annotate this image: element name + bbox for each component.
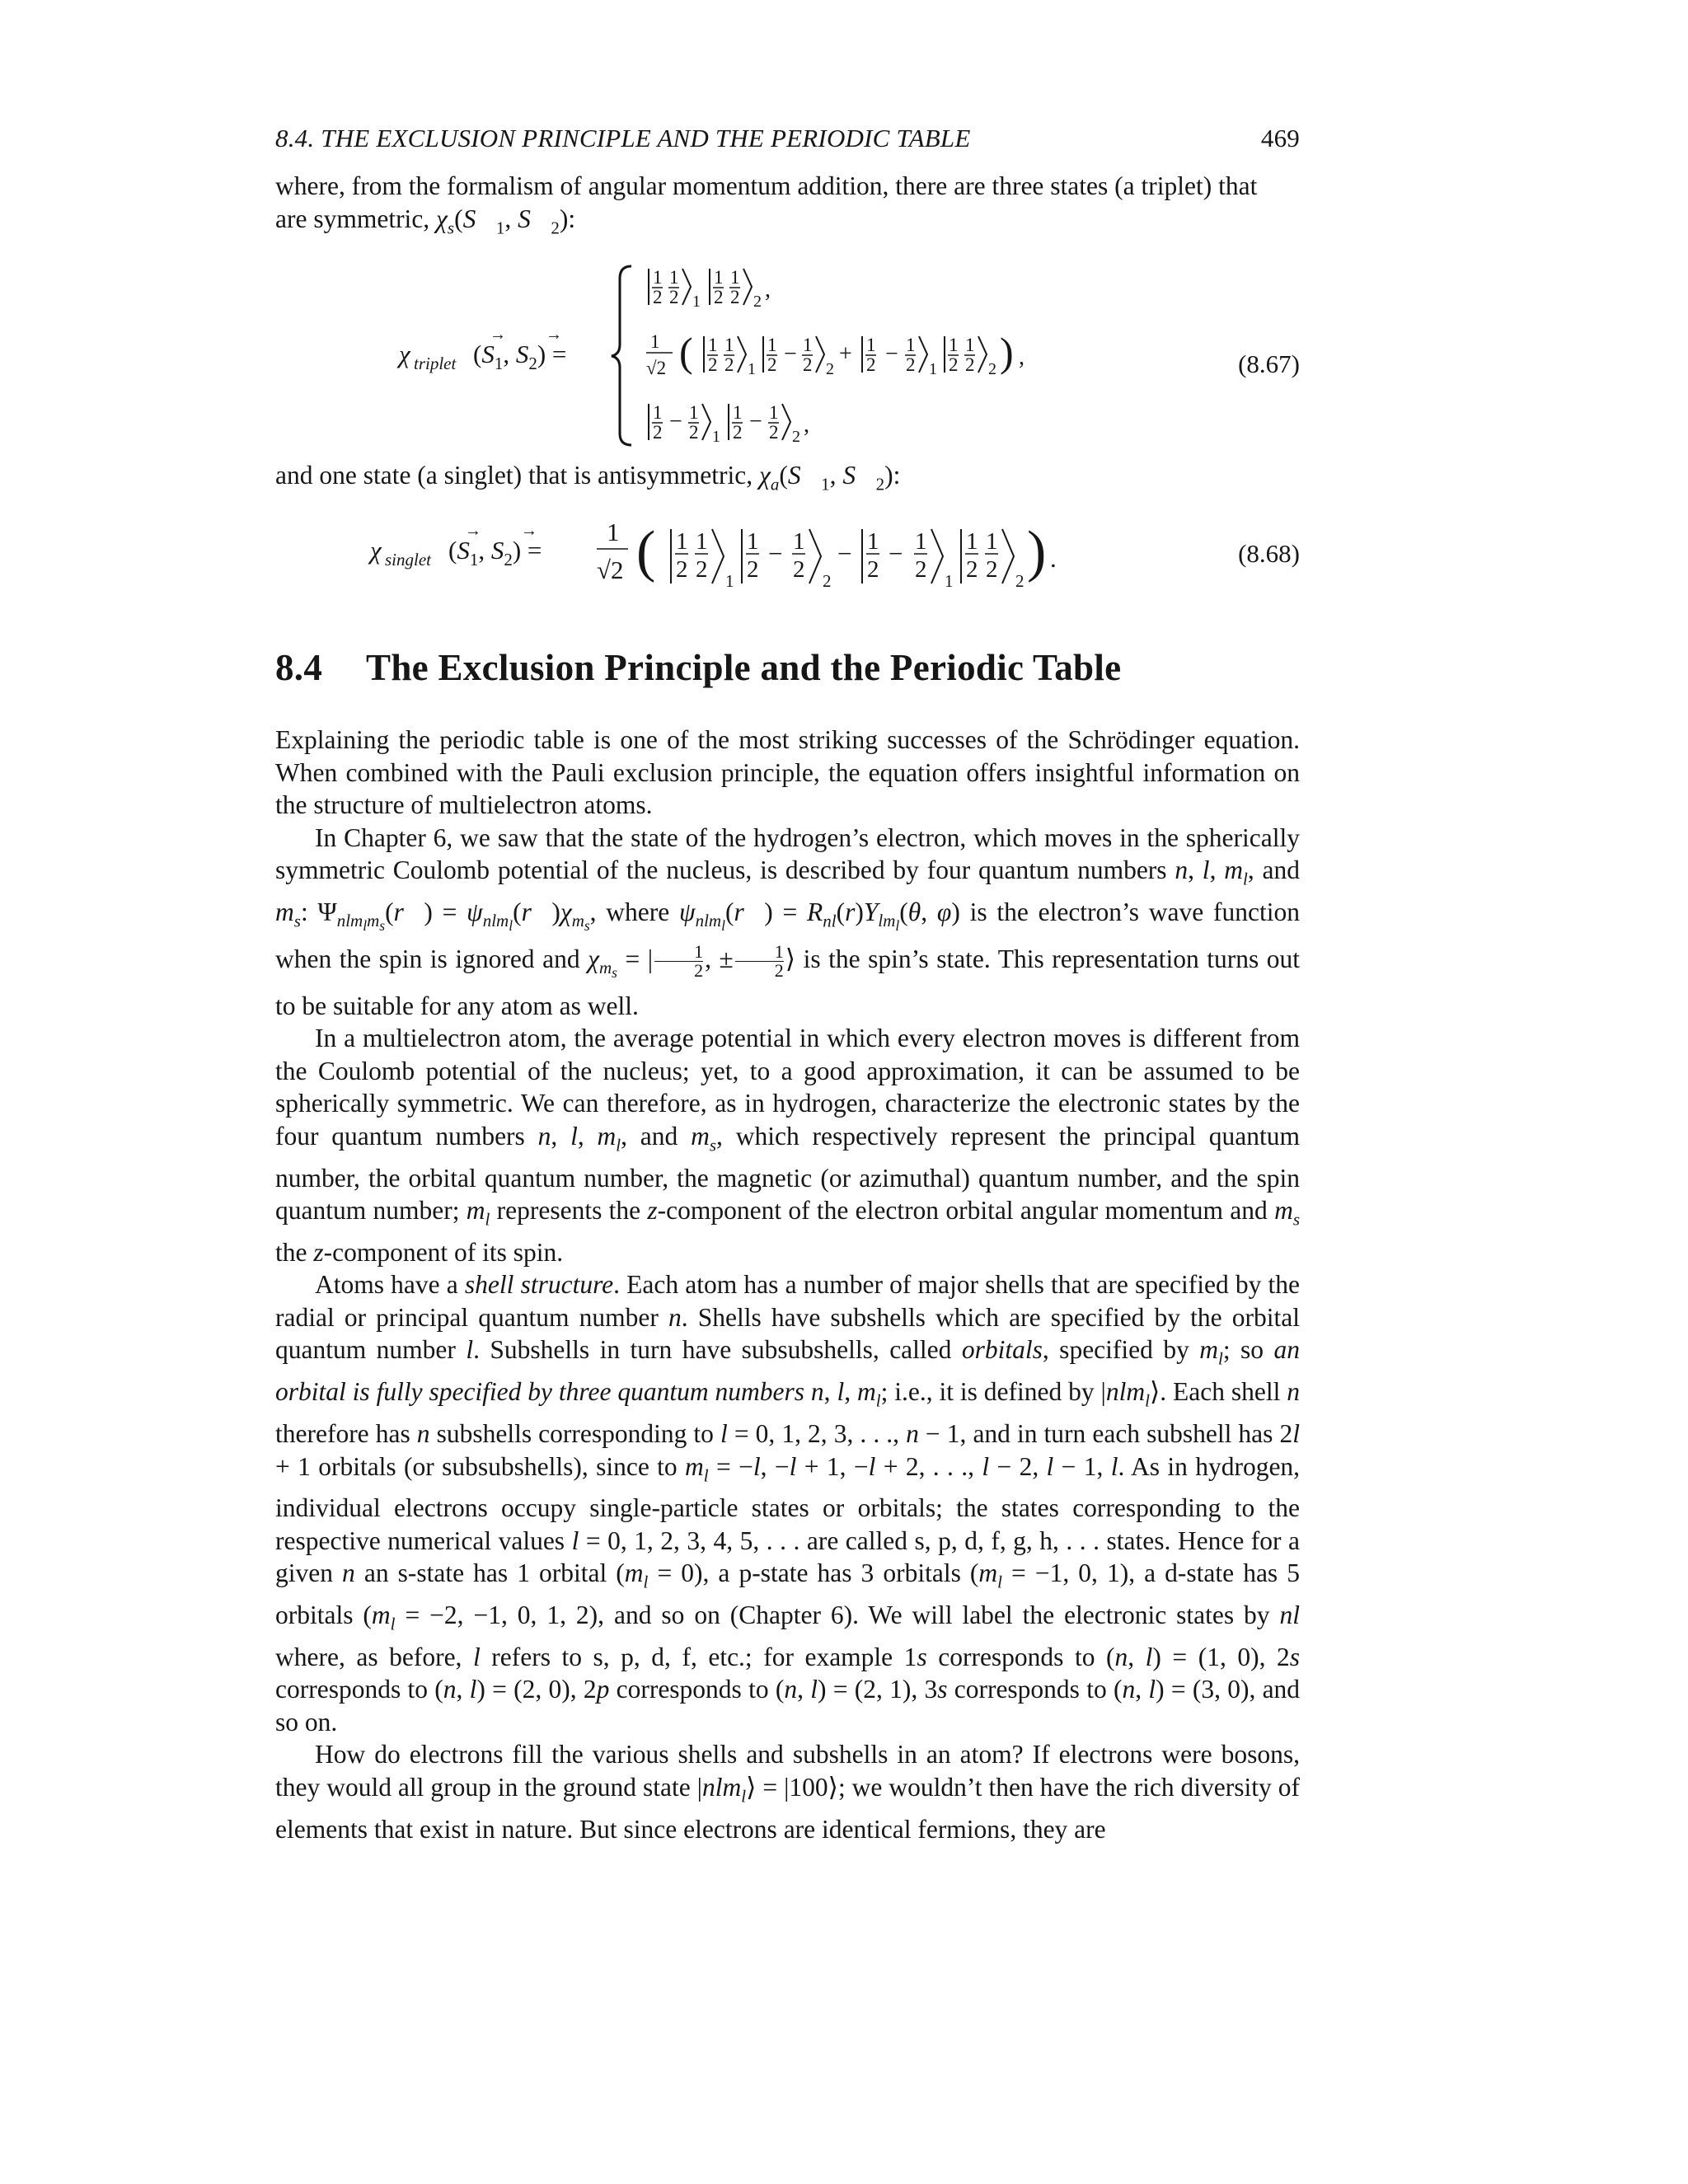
svg-text:(S1, S2) =: ($S_1$, $S_2$) = <box>473 340 567 374</box>
svg-text:1: 1 <box>748 360 756 379</box>
svg-text:1: 1 <box>676 528 688 555</box>
svg-text:2: 2 <box>753 293 762 312</box>
svg-text:2: 2 <box>793 556 805 583</box>
svg-text:1: 1 <box>712 428 720 447</box>
svg-text:−: − <box>669 409 682 435</box>
svg-text:2: 2 <box>669 287 679 308</box>
svg-text:2: 2 <box>965 354 975 376</box>
svg-text:2: 2 <box>1015 571 1025 592</box>
svg-text:2: 2 <box>730 287 740 308</box>
svg-text:→: → <box>465 522 481 541</box>
page-number: 469 <box>1260 124 1300 152</box>
paragraph-5: How do electrons fill the various shells and subshells in an atom? If electrons were bosons, they would all group in the ground state |nlm$_l$⟩ = |100⟩; we wouldn’t then have the rich diversity of elements that exist in nature. But since electrons are identical fermions, they are <box>275 1740 1300 1844</box>
running-header <box>275 124 1300 165</box>
svg-text:1: 1 <box>747 528 759 555</box>
svg-text:triplet: triplet <box>414 354 457 374</box>
svg-text:2: 2 <box>708 354 718 376</box>
svg-text:2: 2 <box>689 422 699 443</box>
svg-text:−: − <box>749 409 762 435</box>
svg-text:→: → <box>521 522 537 541</box>
svg-text:2: 2 <box>724 354 734 376</box>
svg-text:1: 1 <box>653 402 663 424</box>
intro-line-1: where, from the formalism of angular momentum addition, there are three states (a triplet) that <box>275 171 1258 200</box>
svg-text:1: 1 <box>945 571 954 592</box>
svg-text:1: 1 <box>607 518 620 547</box>
svg-text:2: 2 <box>906 354 916 376</box>
svg-text:2: 2 <box>653 287 663 308</box>
svg-text:1: 1 <box>696 528 708 555</box>
svg-text:(S1, S2) =: ($S_1$, $S_2$) = <box>448 536 542 570</box>
svg-text:1: 1 <box>653 267 663 288</box>
svg-text:(: ( <box>636 520 656 584</box>
equation-8-67 <box>275 254 1300 456</box>
svg-text:−: − <box>768 539 783 569</box>
svg-text:1: 1 <box>915 528 927 555</box>
svg-text:1: 1 <box>730 267 740 288</box>
svg-text:1: 1 <box>733 402 743 424</box>
svg-text:−: − <box>889 539 903 569</box>
section-heading <box>275 646 1300 689</box>
svg-text:2: 2 <box>866 354 876 376</box>
svg-text:,: , <box>804 412 809 438</box>
equation-8-68 <box>275 506 1300 597</box>
svg-text:+: + <box>839 341 852 368</box>
svg-text:): ) <box>1000 329 1014 376</box>
svg-text:1: 1 <box>725 571 734 592</box>
svg-text:1: 1 <box>866 335 876 356</box>
svg-text:1: 1 <box>708 335 718 356</box>
svg-text:): ) <box>1027 520 1047 584</box>
svg-text:1: 1 <box>767 335 777 356</box>
svg-text:2: 2 <box>714 287 724 308</box>
svg-text:−: − <box>784 341 797 368</box>
paragraph-3: In a multielectron atom, the average potential in which every electron moves is different from the Coulomb potential of the nucleus; yet, to a good approximation, it can be assumed to be spherically symmetric. We can therefore, as in hydrogen, characterize the electronic states by the four quantum numbers n, l, $m_l$, and $m_s$, which respectively represent the principal quantum number, the orbital quantum number, the magnetic (or azimuthal) quantum number, and the spin quantum number; $m_l$ represents the z-component of the electron orbital angular momentum and $m_s$ the z-component of its spin. <box>275 1024 1301 1267</box>
intro-line-2: are symmetric, $\chi_s(S⃗_1$, $S⃗_2$): <box>275 204 576 237</box>
equation-number-8-68: (8.68) <box>1238 539 1300 569</box>
svg-text:2: 2 <box>769 422 779 443</box>
svg-text:1: 1 <box>949 335 959 356</box>
section-number: 8.4 <box>275 647 323 689</box>
svg-text:1: 1 <box>965 335 975 356</box>
svg-text:→: → <box>546 326 562 344</box>
running-header-title: 8.4. THE EXCLUSION PRINCIPLE AND THE PERIODIC TABLE <box>275 124 971 152</box>
svg-text:2: 2 <box>803 354 813 376</box>
svg-text:2: 2 <box>949 354 959 376</box>
svg-text:2: 2 <box>986 556 998 583</box>
svg-text:√2: √2 <box>597 555 624 585</box>
svg-text:−: − <box>885 341 898 368</box>
svg-text:2: 2 <box>767 354 777 376</box>
svg-text:√2: √2 <box>646 358 667 379</box>
svg-text:1: 1 <box>692 293 701 312</box>
section-title: The Exclusion Principle and the Periodic Table <box>366 647 1122 689</box>
paragraph-1: Explaining the periodic table is one of the most striking successes of the Schrödinger equation. When combined with the Pauli exclusion principle, the equation offers insightful information on the structure of multielectron atoms. <box>275 725 1300 820</box>
svg-text:2: 2 <box>653 422 663 443</box>
svg-text:1: 1 <box>769 402 779 424</box>
svg-text:,: , <box>765 277 771 303</box>
svg-text:1: 1 <box>867 528 879 555</box>
svg-text:2: 2 <box>733 422 743 443</box>
svg-text:1: 1 <box>906 335 916 356</box>
svg-text:2: 2 <box>826 360 834 379</box>
svg-text:1: 1 <box>793 528 805 555</box>
svg-text:1: 1 <box>689 402 699 424</box>
paragraph-4: Atoms have a shell structure. Each atom has a number of major shells that are specified by the radial or principal quantum number n. Shells have subshells which are specified by the orbital quantum number l. Subshells in turn have subsubshells, called orbitals, specified by $m_l$; so an orbital is fully specified by three quantum numbers n, l, $m_l$; i.e., it is defined by |nlm$_l$⟩. Each shell n therefore has n subshells corresponding to l = 0, 1, 2, 3, . . ., n − 1, and in turn each subshell has 2l + 1 orbitals (or subsubshells), since to $m_l = -l$, −l + 1, −l + 2, . . ., l − 2, l − 1, l. As in hydrogen, individual electrons occupy single-particle states or orbitals; the states corresponding to the respective numerical values l = 0, 1, 2, 3, 4, 5, . . . are called s, p, d, f, g, h, . . . states. Hence for a given n an s-state has 1 orbital $(m_l = 0)$, a p-state has 3 orbitals ($m_l = -1$, 0, 1), a d-state has 5 orbitals ($m_l = -2$, −1, 0, 1, 2), and so on (Chapter 6). We will label the electronic states by nl where, as before, l refers to s, p, d, f, etc.; for example 1s corresponds to (n, l) = (1, 0), 2s corresponds to (n, l) = (2, 0), 2p corresponds to (n, l) = (2, 1), 3s corresponds to (n, l) = (3, 0), and so on. <box>275 1270 1301 1736</box>
svg-text:1: 1 <box>714 267 724 288</box>
svg-text:(: ( <box>679 329 693 376</box>
equation-8-68-svg <box>275 506 1300 597</box>
svg-text:2: 2 <box>988 360 996 379</box>
equation-8-67-svg <box>275 254 1300 456</box>
svg-text:1: 1 <box>669 267 679 288</box>
svg-text:2: 2 <box>696 556 708 583</box>
svg-text:−: − <box>837 539 852 569</box>
svg-text:singlet: singlet <box>385 550 431 570</box>
svg-text:1: 1 <box>724 335 734 356</box>
svg-text:χ: χ <box>399 340 410 369</box>
svg-text:2: 2 <box>747 556 759 583</box>
svg-text:2: 2 <box>823 571 832 592</box>
svg-text:2: 2 <box>867 556 879 583</box>
svg-text:2: 2 <box>915 556 927 583</box>
svg-text:1: 1 <box>803 335 813 356</box>
svg-text:1: 1 <box>650 331 660 353</box>
svg-text:→: → <box>490 326 506 344</box>
paragraph-2: In Chapter 6, we saw that the state of the hydrogen’s electron, which moves in the spherically symmetric Coulomb potential of the nucleus, is described by four quantum numbers n, l, $m_l$, and $m_s$: $\Psi_{nlm_lm_s}(r⃗)$ = $\psi_{nlm_l}(r⃗)\chi_{m_s}$, where $\psi_{nlm_l}(r⃗) = R_{nl}(r)Y_{lm_l}(\theta$, φ) is the electron’s wave function when the spin is ignored and $\chi_{m_s}$ = | $\frac{1}{2}$ , ± $\frac{1}{2}$ ⟩ is the spin’s state. This representation turns out to be suitable for any atom as well. <box>275 823 1301 1020</box>
page <box>275 124 1300 1845</box>
svg-text:,: , <box>1019 344 1025 371</box>
svg-text:2: 2 <box>676 556 688 583</box>
equation-number-8-67: (8.67) <box>1238 349 1300 379</box>
svg-text:2: 2 <box>966 556 978 583</box>
svg-text:χ: χ <box>370 536 382 565</box>
svg-text:1: 1 <box>929 360 937 379</box>
svg-text:1: 1 <box>966 528 978 555</box>
svg-text:2: 2 <box>792 428 800 447</box>
singlet-intro: and one state (a singlet) that is antisymmetric, $\chi_a(S⃗_1$, $S⃗_2$): <box>275 461 901 494</box>
svg-text:1: 1 <box>986 528 998 555</box>
svg-text:.: . <box>1050 544 1057 574</box>
